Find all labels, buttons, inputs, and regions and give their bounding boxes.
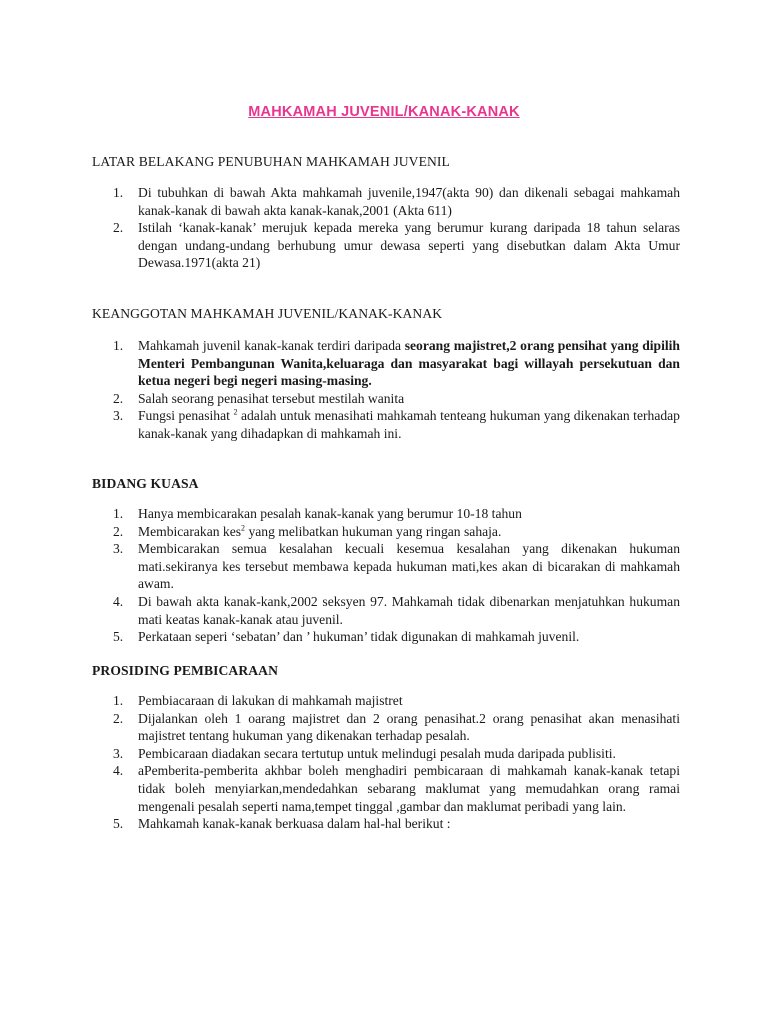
list-item <box>92 762 680 815</box>
list-item <box>92 219 680 272</box>
section-heading-bidang-kuasa: BIDANG KUASA <box>92 476 199 491</box>
list-item-text: Di bawah akta kanak-kank,2002 seksyen 97. Mahkamah tidak dibenarkan menjatuhkan hukuman mati keatas kanak-kanak atau juvenil. <box>138 593 680 627</box>
list-number: 1. <box>113 506 124 521</box>
list-item <box>92 184 680 219</box>
section-heading-latar-belakang: LATAR BELAKANG PENUBUHAN MAHKAMAH JUVENIL <box>92 154 450 169</box>
section-heading-keanggotan: KEANGGOTAN MAHKAMAH JUVENIL/KANAK-KANAK <box>92 306 443 321</box>
list-item-text: Fungsi penasihat <box>138 408 234 424</box>
list-item-text: Pembicaraan diadakan secara tertutup untuk melindugi pesalah muda daripada publisiti. <box>138 745 616 761</box>
list-number: 2. <box>113 390 124 406</box>
list-number: 3. <box>113 745 124 761</box>
list-latar-belakang <box>92 184 680 272</box>
list-item <box>92 337 680 390</box>
list-number: 3. <box>113 541 124 557</box>
footnote-marker: 2 <box>233 407 238 417</box>
list-number: 1. <box>113 338 124 353</box>
list-item-text: Hanya membicarakan pesalah kanak-kanak yang berumur 10-18 tahun <box>138 506 522 521</box>
list-number: 1. <box>113 185 124 200</box>
list-item <box>92 523 680 541</box>
list-prosiding <box>92 692 680 833</box>
list-item-text: Dijalankan oleh 1 oarang majistret dan 2 orang penasihat.2 orang penasihat akan menasihati majistret tentang hukuman yang dikenakan terhadap pesalah. <box>138 710 680 744</box>
list-item-text: Perkataan seperi ‘sebatan’ dan ’ hukuman’ tidak digunakan di mahkamah juvenil. <box>138 629 580 645</box>
list-item-text: Mahkamah juvenil kanak-kanak terdiri daripada <box>138 338 405 353</box>
section-heading-prosiding: PROSIDING PEMBICARAAN <box>92 663 279 678</box>
list-item-text-rest: yang melibatkan hukuman yang ringan sahaja. <box>245 523 502 539</box>
list-item <box>92 710 680 745</box>
list-number: 5. <box>113 629 124 645</box>
list-bidang-kuasa <box>92 505 680 646</box>
list-item-text: Pembiacaraan di lakukan di mahkamah majistret <box>138 693 403 708</box>
footnote-marker: 2 <box>241 523 246 533</box>
list-item <box>92 505 680 523</box>
list-item <box>92 815 680 833</box>
list-item <box>92 593 680 628</box>
list-item <box>92 628 680 646</box>
document-title: MAHKAMAH JUVENIL/KANAK-KANAK <box>248 104 520 120</box>
list-item <box>92 692 680 710</box>
list-item-text: Membicarakan semua kesalahan kecuali kesemua kesalahan yang dikenakan hukuman mati.sekiranya kes tersebut membawa kepada hukuman mati,kes akan di bicarakan di mahkamah awam. <box>138 541 680 592</box>
list-item-bold-text: seorang majistret,2 orang pensihat yang dipilih Menteri Pembangunan Wanita,keluaraga dan masyarakat bagi willayah persekutuan dan ketua negeri begi negeri masing-masing. <box>138 338 680 389</box>
list-item <box>92 745 680 763</box>
list-item-text: Salah seorang penasihat tersebut mestilah wanita <box>138 390 405 406</box>
list-item <box>92 540 680 593</box>
list-item-text-rest: adalah untuk menasihati mahkamah tenteang hukuman yang dikenakan terhadap kanak-kanak yang dihadapkan di mahkamah ini. <box>138 408 680 441</box>
list-number: 5. <box>113 816 124 832</box>
list-number: 2. <box>113 523 124 539</box>
list-number: 1. <box>113 693 124 708</box>
list-number: 4. <box>113 763 124 779</box>
list-item-text: Istilah ‘kanak-kanak’ merujuk kepada mereka yang berumur kurang daripada 18 tahun selaras dengan undang-undang berhubung umur dewasa seperti yang disebutkan dalam Akta Umur Dewasa.1971(akta 21) <box>138 220 680 271</box>
list-item-text: Mahkamah kanak-kanak berkuasa dalam hal-hal berikut : <box>138 816 451 832</box>
list-item <box>92 390 680 408</box>
list-keanggotan <box>92 337 680 443</box>
list-number: 3. <box>113 408 124 424</box>
list-item-text: Membicarakan kes <box>138 523 242 539</box>
list-item <box>92 407 680 442</box>
list-number: 2. <box>113 220 124 236</box>
list-number: 2. <box>113 710 124 726</box>
list-item-text: Di tubuhkan di bawah Akta mahkamah juvenile,1947(akta 90) dan dikenali sebagai mahkamah kanak-kanak di bawah akta kanak-kanak,2001 (Akta 611) <box>138 185 680 218</box>
list-item-text: aPemberita-pemberita akhbar boleh menghadiri pembicaraan di mahkamah kanak-kanak tetapi tidak boleh menyiarkan,mendedahkan sebarang maklumat yang memudahkan orang ramai mengenali pesalah seperti nama,tempet tinggal ,gambar dan maklumat peribadi yang lain. <box>138 763 680 814</box>
list-number: 4. <box>113 593 124 609</box>
